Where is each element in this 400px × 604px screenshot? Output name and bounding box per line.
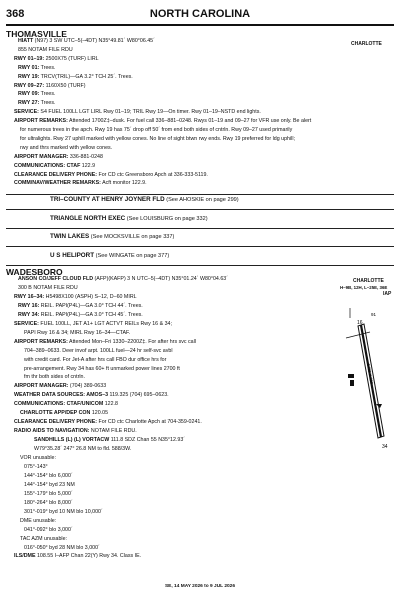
separator [6,265,394,266]
page-header [0,0,400,30]
entry-line-text: 301°-019° byd 10 NM blo 10,000´ [24,508,103,515]
xref-airport-name: TWIN LAKES [50,233,90,240]
entry-line [14,109,261,116]
entry-line-text: 144°-154° byd 23 NM [24,481,75,488]
entry-line-label: ILS/DME [14,553,36,560]
sectional-label: CHARLOTTE [353,278,384,284]
entry-line-label: RWY 01: [18,64,40,71]
entry-line-text: 300 B NOTAM FILE RDU [18,284,78,291]
entry-line-text: 155°-179° blo 5,000´ [24,490,73,497]
entry-line-text: (AFP)(KAFP) 3 N UTC–5(–4DT) N35°01.24´ W80°04.63´ [93,276,228,282]
runway-label-16: 16 [357,320,363,326]
page-number: 368 [6,8,25,20]
entry-line-label: AIRPORT MANAGER: [14,383,69,390]
entry-line-text: for ultralights. Rwy 27 uphill marked with yellow cones. No line of sight btwn rwy ends. Rwy 19 preferred for ldg uphill; [20,135,295,142]
separator [6,209,394,210]
entry-line-text: Trees. [39,91,56,98]
entry-line [14,154,103,161]
entry-line-text: rwy and thrs marked with yellow cones. [20,144,113,151]
entry-line [24,545,100,552]
entry-line-label: RWY 16: [18,302,40,309]
entry-line-text: with credit card. For Jet-A after hrs call FBO dur office hrs for [24,356,167,363]
airport-diagram [340,304,396,450]
entry-line-label: SANDHILLS (L) (L) VORTACW [34,437,110,444]
entry-line-text: 122.9 [80,162,96,169]
xref-airport-name: TRI–COUNTY AT HENRY JOYNER FLD [50,196,165,203]
entry-line-label: CLEARANCE DELIVERY PHONE: [14,171,97,178]
chart-ref-enroute: H–9B, 12H, L–25E, 36E [340,285,388,290]
entry-line [34,437,185,444]
entry-line-text: fm thr both sides of cntrln. [24,374,85,381]
xref-see-reference: (See WINGATE on page 377) [95,252,170,259]
entry-line-label: CHARLOTTE APP/DEP CON [20,410,91,417]
entry-line-text: 1160X50 (TURF) [44,82,86,89]
entry-line [20,455,56,462]
entry-line-label: RWY 16–34: [14,293,45,300]
runway-dimension-label: 5498 X 100 [366,363,375,385]
entry-line-text: TRCV(TRIL)—GA 3.2° TCH 25´. Trees. [39,73,133,80]
entry-line [18,91,56,98]
entry-line-text: S4 FUEL 100LL LGT LIRL Rwy 01–19; TRIL Rwy 19—On timer. Rwy 01–19–NSTD end lights. [38,109,261,116]
entry-line-text: 119.325 (704) 695–0623. [108,392,169,399]
entry-line [18,276,228,283]
entry-line-label: AIRPORT REMARKS: [14,338,68,345]
entry-line-label: HIATT [18,38,34,44]
entry-line-label: AIRPORT MANAGER: [14,153,69,160]
entry-line [14,294,137,301]
entry-line-text: 111.8 SDZ Chan 55 N35°12.93´ [109,437,186,444]
entry-line [18,312,143,319]
entry-line [20,536,67,543]
xref-airport-name: TRIANGLE NORTH EXEC [50,214,126,222]
entry-line [24,482,75,489]
entry-line-label: CLEARANCE DELIVERY PHONE: [14,419,97,426]
xref-line [50,233,174,240]
entry-line-text: For CD ctc Charlotte Apch at 704-359-0241. [97,419,202,426]
chart-ref-iap: IAP [383,291,392,297]
entry-line-text: 120.05 [90,410,109,417]
entry-line-label: RWY 19: [18,73,40,80]
entry-line [20,136,295,143]
entry-line-text: Attended Mon–Fri 1330–2200Z‡. For after hrs svc call [67,338,196,345]
separator [6,194,394,195]
entry-line [18,38,155,45]
entry-line-label: RWY 09–27: [14,82,45,89]
entry-line [14,172,208,179]
entry-line-text: pre-arrangement. Rwy 34 has 60+ ft unmarked power lines 2700 ft [24,365,180,372]
entry-line-text: REIL. PAPI(P4L)—GA 3.0° TCH 45´. Trees. [39,311,143,318]
entry-line-label: SERVICE: [14,320,39,327]
entry-line [14,428,137,435]
entry-line [24,348,173,355]
entry-line-text: 144°-154° blo 6,000´ [24,472,73,479]
entry-line-text: REIL. PAPI(P4L)—GA 3.0° TCH 44´. Trees. [39,302,143,309]
entry-line [14,392,169,399]
entry-line-text: 336-881-0248 [68,153,103,160]
entry-line [14,553,141,560]
entry-line-label: RWY 09: [18,91,40,98]
entry-line [24,527,73,534]
header-rule [6,24,394,26]
state-title: NORTH CAROLINA [149,8,251,20]
entry-line-label: AIRPORT REMARKS: [14,118,68,125]
building-mark [348,374,354,378]
entry-line-text: Trees. [39,100,56,107]
entry-line-text: 075°-143° [24,463,48,470]
entry-line [18,65,56,72]
entry-line [18,285,78,292]
entry-line-text: 016°-050° byd 28 NM blo 3,000´ [24,544,100,551]
entry-line [18,47,73,54]
xref-airport-name: U S HELIPORT [50,251,95,259]
entry-line-text: (N97) 3 SW UTC–5(–4DT) N35°49.81´ W80°06.45´ [33,38,155,44]
entry-line-text: 108.55 I–AFP Chan 22(Y) Rwy 34. Class IE. [35,553,142,560]
entry-line-label: RADIO AIDS TO NAVIGATION: [14,428,90,435]
entry-line-label: COMM/NAV/WEATHER REMARKS: [14,180,101,187]
entry-line-text: Trees. [39,64,56,71]
entry-line-text: VOR unusable: [20,455,56,461]
entry-line [14,339,196,346]
city-heading-wadesboro: WADESBORO [6,267,63,277]
entry-line-label: RWY 34: [18,311,40,318]
entry-line [14,118,311,125]
entry-line-text: 2500X75 (TURF) LIRL [44,55,99,62]
entry-line-text: PAPI Rwy 16 & 34; MIRL Rwy 16–34—CTAF. [24,329,131,336]
entry-line-label: RWY 27: [18,100,40,107]
xref-line [50,215,208,222]
entry-line [24,357,166,364]
entry-line [14,419,202,426]
entry-line [24,464,48,471]
city-heading-thomasville: THOMASVILLE [6,29,67,39]
entry-line-text: NOTAM FILE RDU. [89,428,137,435]
entry-line-text: (704) 389-0633 [68,383,107,390]
entry-line [14,163,95,170]
xref-line [50,252,169,259]
entry-line [24,366,180,373]
entry-line-label: RWY 01–19: [14,55,45,62]
runway-label-34: 34 [382,444,388,450]
entry-line-text: TAC AZM unusable: [20,535,68,542]
entry-line-text: W79°35.28´ 247° 26.8 NM to fld. 588/3W. [34,446,132,453]
entry-line [24,330,130,337]
entry-line [14,401,118,408]
entry-line-label: WEATHER DATA SOURCES: AMOS–3 [14,392,109,399]
entry-line [24,491,73,498]
entry-line-text: 704–389–0633. Deer invof arpt. 100LL fuel—24 hr self-svc avbl [24,347,173,354]
entry-line [24,473,73,480]
xref-line [50,196,239,203]
separator [6,228,394,229]
entry-line-label: SERVICE: [14,109,39,116]
entry-line [20,410,108,417]
separator [6,246,394,247]
heading-label: 91 [371,312,377,317]
entry-line [14,383,106,390]
entry-line-label: ANSON CO/JEFF CLOUD FLD [18,276,94,282]
entry-line [18,303,143,310]
entry-line [24,509,103,516]
entry-line-text: FUEL 100LL, JET A1+ LGT ACTVT REILs Rwy 16 & 34; [38,320,172,327]
entry-line-label: COMMUNICATIONS: CTAF/UNICOM [14,401,104,408]
entry-line-text: for numerous trees in the apch. Rwy 19 has 75´ drop off 50´ from end both sides of cntrln. Rwy 09–27 used primarily [20,127,293,133]
entry-line [14,321,172,328]
entry-line-text: 180°-264° blo 8,000´ [24,499,73,506]
entry-line [14,180,147,187]
entry-line [14,56,99,63]
entry-line [18,74,133,81]
entry-line [20,145,112,152]
entry-line-text: 041°-092° blo 3,000´ [24,526,73,533]
entry-line-label: COMMUNICATIONS: CTAF [14,162,81,169]
xref-see-reference: (See LOUISBURG on page 332) [126,215,208,222]
entry-line-text: Acft monitor 122.9. [100,180,147,187]
sectional-label: CHARLOTTE [351,41,382,47]
entry-line [18,100,56,107]
entry-line [34,446,131,453]
entry-line [20,518,56,525]
xref-see-reference: (See AHOSKIE on page 299) [166,197,239,203]
entry-line [24,500,73,507]
entry-line [14,83,86,90]
entry-line-text: H5498X100 (ASPH) S–12, D–60 MIRL [44,293,137,300]
entry-line-text: Attended 1700Z‡–dusk. For fuel call 336–881–0248. Rwys 01–19 and 09–27 for VFR use only. Be alert [67,118,312,125]
building-mark [350,380,354,386]
xref-see-reference: (See MOCKSVILLE on page 337) [90,234,175,240]
entry-line [20,127,292,134]
entry-line-text: For CD ctc Greensboro Apch at 336-333-5119. [97,171,208,178]
entry-line [24,374,85,381]
entry-line-text: DME unusable: [20,517,57,524]
effective-dates-footer: SE, 14 MAY 2026 to 9 JUL 2026 [164,584,236,589]
entry-line-text: 122.8 [103,401,118,408]
entry-line-text: 855 NOTAM FILE RDU [18,46,73,53]
